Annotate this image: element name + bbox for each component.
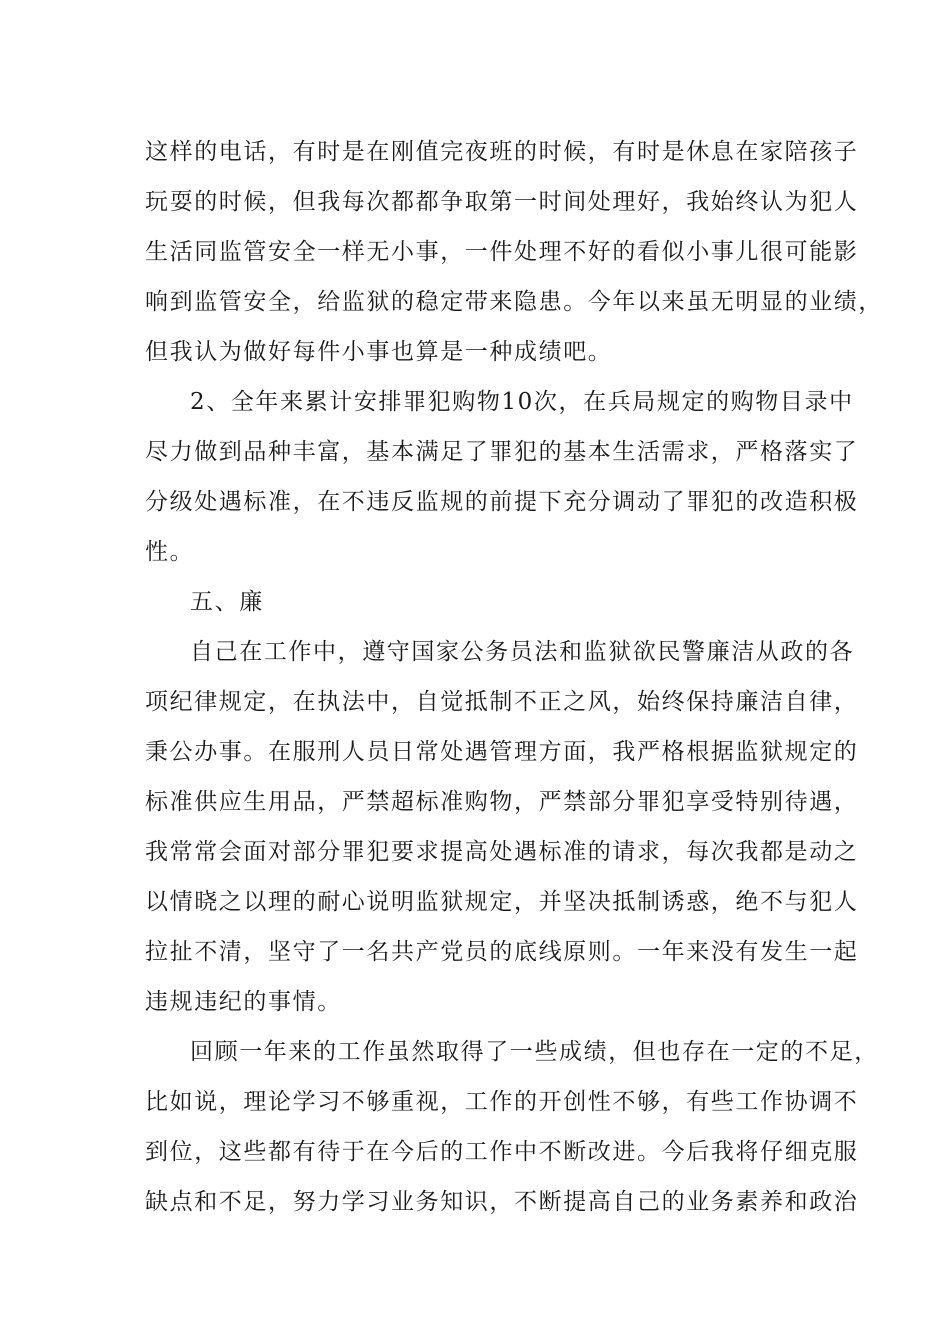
text-line: 自己在工作中，遵守国家公务员法和监狱欲民警廉洁从政的各	[190, 639, 855, 665]
text-line: 分级处遇标准，在不违反监规的前提下充分调动了罪犯的改造积极	[145, 489, 859, 515]
text-line: 秉公办事。在服刑人员日常处遇管理方面，我严格根据监狱规定的	[145, 739, 859, 765]
text-line: 到位，这些都有待于在今后的工作中不断改进。今后我将仔细克服	[145, 1139, 859, 1165]
text-line: 以情晓之以理的耐心说明监狱规定，并坚决抵制诱惑，绝不与犯人	[145, 889, 859, 915]
text-line: 比如说，理论学习不够重视，工作的开创性不够，有些工作协调不	[145, 1089, 859, 1115]
text-line: 玩耍的时候，但我每次都都争取第一时间处理好，我始终认为犯人	[145, 189, 859, 215]
text-line: 回顾一年来的工作虽然取得了一些成绩，但也存在一定的不足，	[190, 1039, 879, 1065]
text-line: 2、全年来累计安排罪犯购物10次，在兵局规定的购物目录中	[190, 389, 854, 415]
text-line: 拉扯不清，坚守了一名共产党员的底线原则。一年来没有发生一起	[145, 939, 859, 965]
text-line: 性。	[145, 539, 195, 565]
text-line: 但我认为做好每件小事也算是一种成绩吧。	[145, 339, 613, 365]
text-line: 这样的电话，有时是在刚值完夜班的时候，有时是休息在家陪孩子	[145, 139, 859, 165]
text-line: 生活同监管安全一样无小事，一件处理不好的看似小事儿很可能影	[145, 239, 859, 265]
text-line: 我常常会面对部分罪犯要求提高处遇标准的请求，每次我都是动之	[145, 839, 859, 865]
text-line: 违规违纪的事情。	[145, 989, 342, 1015]
text-line: 尽力做到品种丰富，基本满足了罪犯的基本生活需求，严格落实了	[145, 439, 859, 465]
text-line: 标准供应生用品，严禁超标准购物，严禁部分罪犯享受特别待遇，	[145, 789, 859, 815]
text-line: 响到监管安全，给监狱的稳定带来隐患。今年以来虽无明显的业绩，	[145, 289, 883, 315]
text-line: 缺点和不足，努力学习业务知识，不断提高自己的业务素养和政治	[145, 1189, 859, 1215]
section-heading: 五、廉	[190, 589, 264, 615]
text-line: 项纪律规定，在执法中，自觉抵制不正之风，始终保持廉洁自律，	[145, 689, 859, 715]
